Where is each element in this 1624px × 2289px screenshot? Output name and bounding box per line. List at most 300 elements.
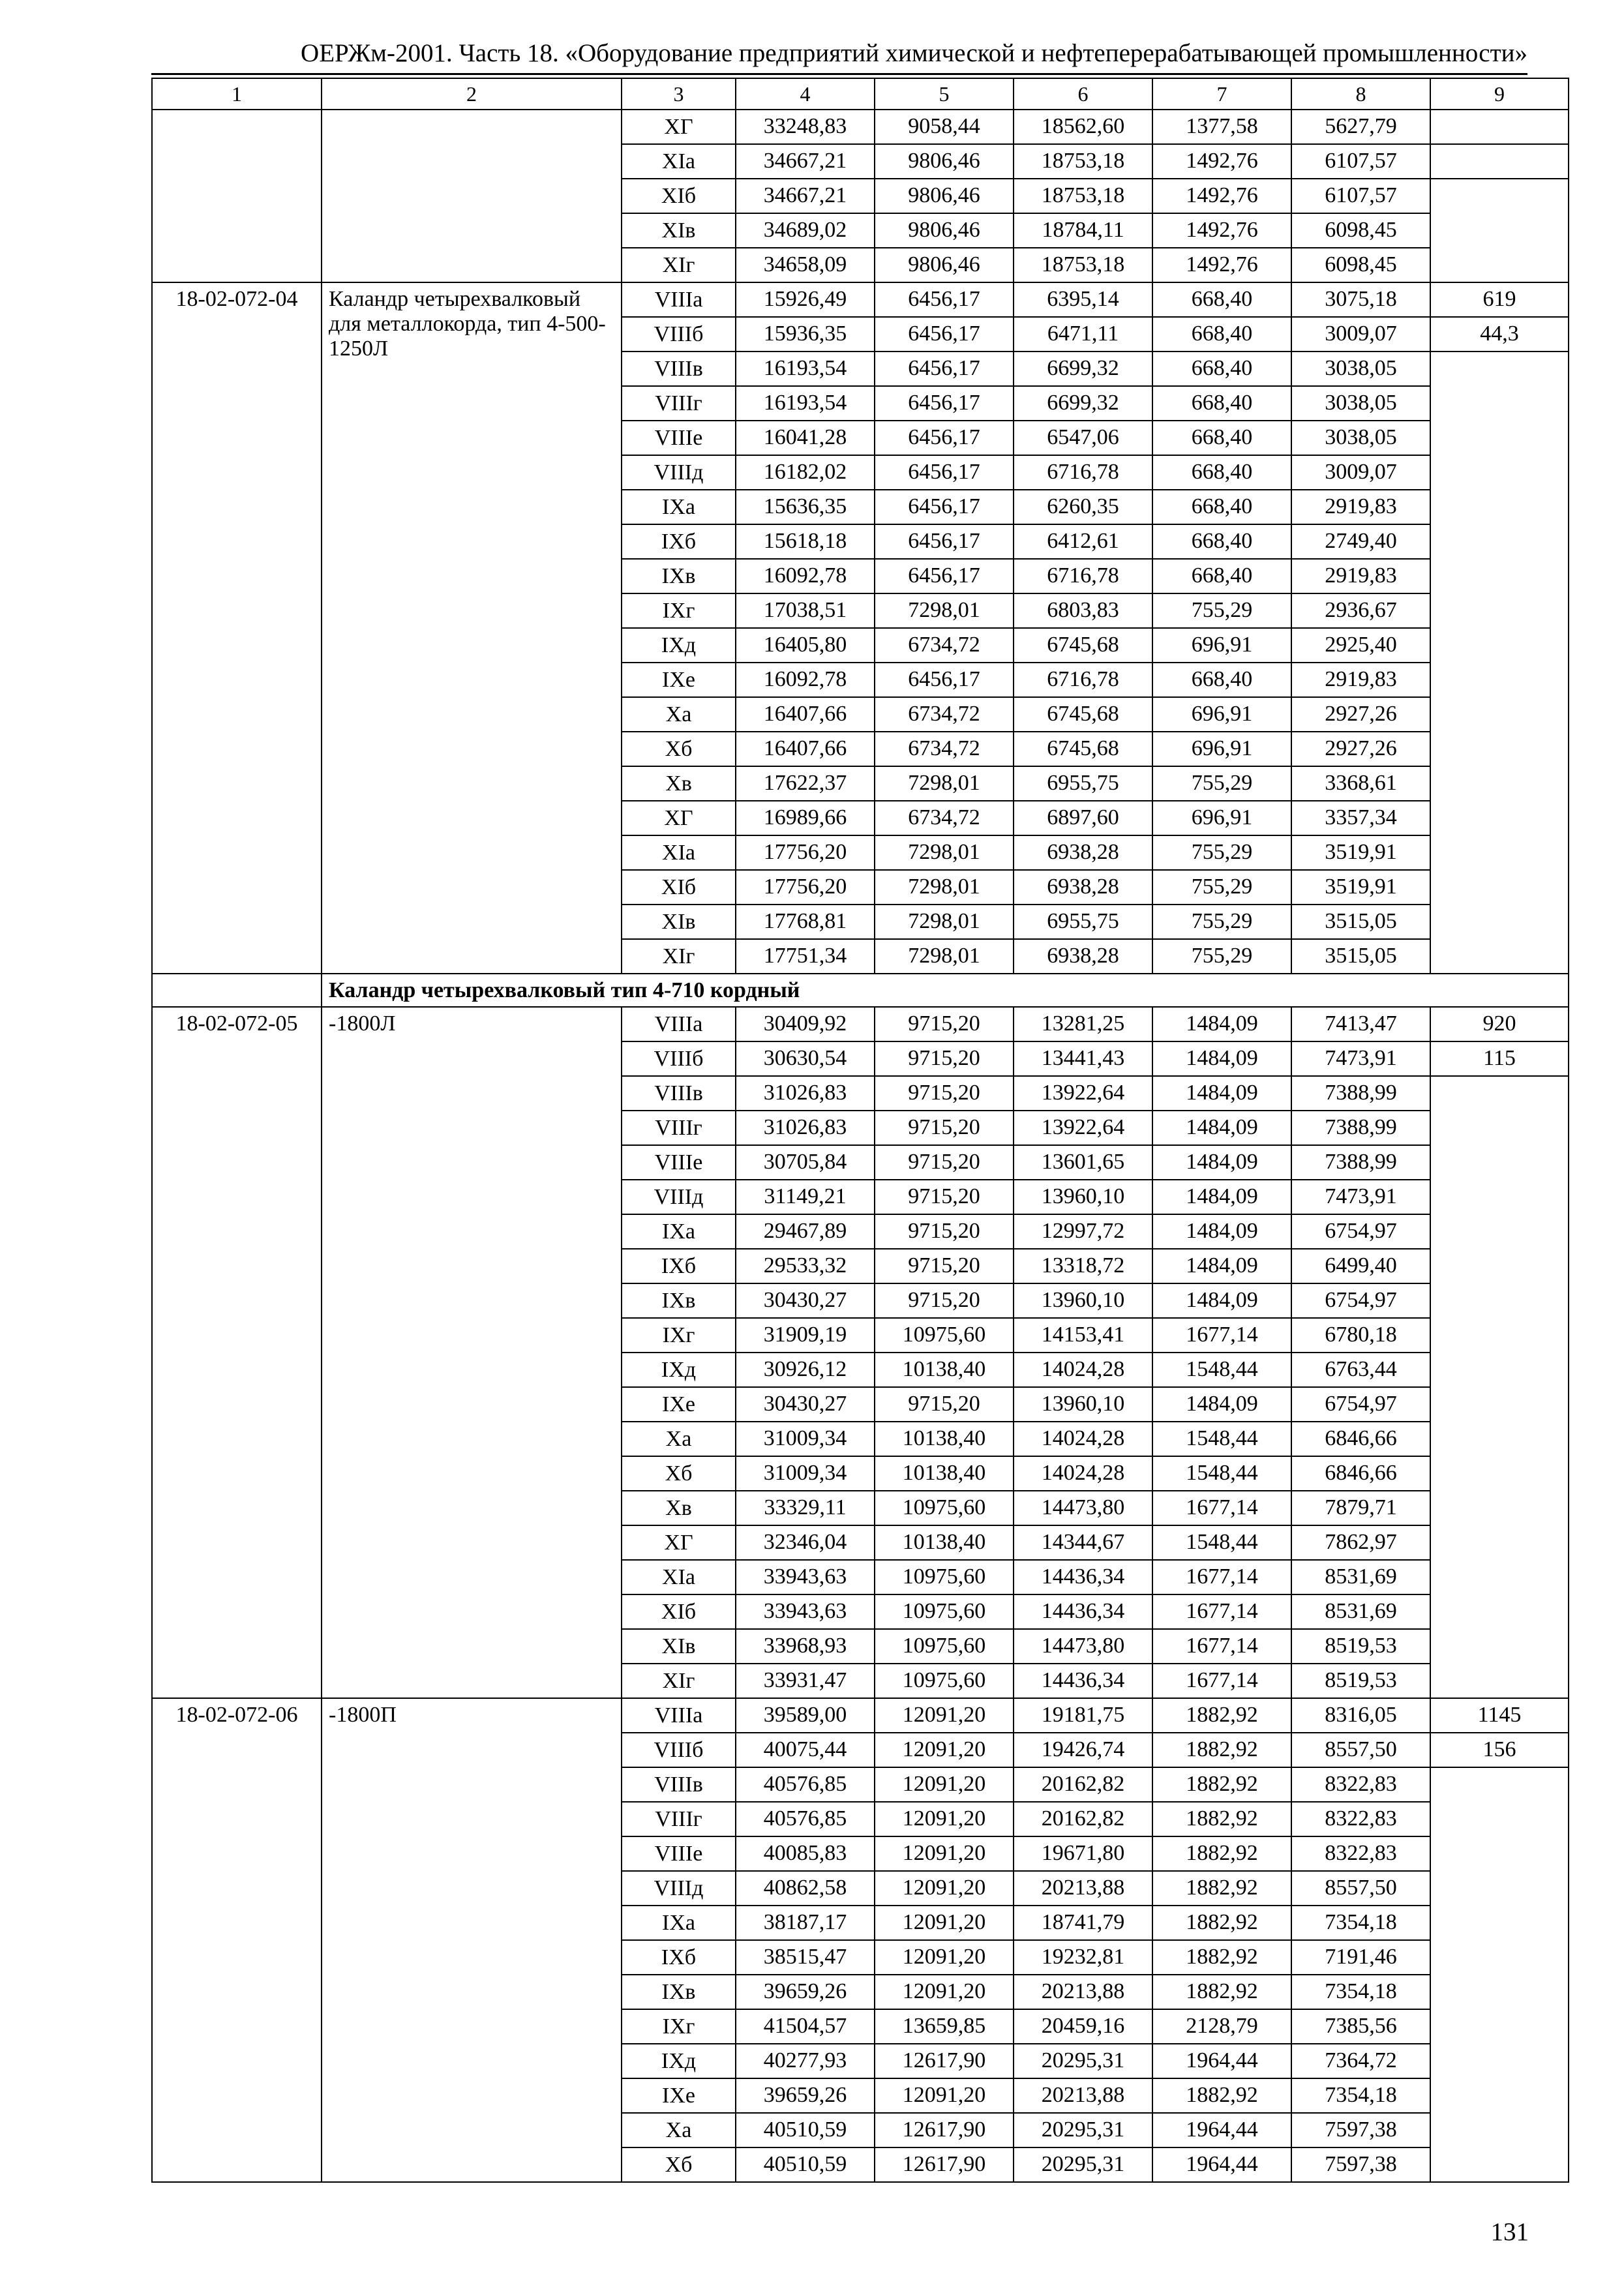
cost-value: 7354,18 (1291, 1906, 1430, 1940)
cost-value: 1677,14 (1152, 1594, 1291, 1629)
cost-value: 7473,91 (1291, 1041, 1430, 1076)
column-number: 3 (622, 78, 736, 110)
cost-value: 9715,20 (875, 1387, 1014, 1422)
cost-value: 1484,09 (1152, 1249, 1291, 1283)
cost-value: 20295,31 (1014, 2147, 1152, 2182)
cost-value: 8322,83 (1291, 1767, 1430, 1802)
cost-value: 6846,66 (1291, 1422, 1430, 1456)
cost-value: 20162,82 (1014, 1767, 1152, 1802)
region-code: Xб (622, 2147, 736, 2182)
cost-value: 14436,34 (1014, 1560, 1152, 1594)
cost-value: 6098,45 (1291, 248, 1430, 282)
region-code: IXв (622, 1283, 736, 1318)
cost-value: 6456,17 (875, 455, 1014, 490)
cost-value: 7862,97 (1291, 1525, 1430, 1560)
cost-value: 6456,17 (875, 524, 1014, 559)
cost-value: 2936,67 (1291, 593, 1430, 628)
cost-value: 6716,78 (1014, 663, 1152, 697)
cost-value: 1484,09 (1152, 1283, 1291, 1318)
cost-value: 20295,31 (1014, 2113, 1152, 2147)
cost-value: 1677,14 (1152, 1560, 1291, 1594)
cost-value: 13281,25 (1014, 1007, 1152, 1041)
region-code: XIв (622, 213, 736, 248)
cost-value: 668,40 (1152, 455, 1291, 490)
cost-value: 20295,31 (1014, 2044, 1152, 2078)
cost-value: 696,91 (1152, 801, 1291, 835)
cost-value: 15618,18 (736, 524, 875, 559)
mass-empty-cell (1430, 179, 1569, 282)
page-number: 131 (1490, 2218, 1529, 2246)
cost-value: 13318,72 (1014, 1249, 1152, 1283)
cost-value: 1484,09 (1152, 1214, 1291, 1249)
cost-value: 7354,18 (1291, 2078, 1430, 2113)
cost-value: 1377,58 (1152, 110, 1291, 144)
region-code: VIIIa (622, 1698, 736, 1733)
cost-value: 2919,83 (1291, 490, 1430, 524)
cost-value: 16182,02 (736, 455, 875, 490)
column-number: 1 (152, 78, 322, 110)
cost-value: 6955,75 (1014, 766, 1152, 801)
cost-value: 12091,20 (875, 1836, 1014, 1871)
cost-value: 20213,88 (1014, 1975, 1152, 2009)
cost-value: 9715,20 (875, 1214, 1014, 1249)
cost-value: 668,40 (1152, 317, 1291, 352)
cost-value: 6938,28 (1014, 939, 1152, 974)
section-spacer-cell (152, 974, 322, 1007)
cost-value: 1492,76 (1152, 179, 1291, 213)
region-code: VIIIб (622, 1041, 736, 1076)
cost-value: 6754,97 (1291, 1214, 1430, 1249)
cost-value: 1882,92 (1152, 1767, 1291, 1802)
cost-value: 7473,91 (1291, 1180, 1430, 1214)
cost-value: 6456,17 (875, 663, 1014, 697)
page-header: ОЕРЖм-2001. Часть 18. «Оборудование предприятий химической и нефтеперерабатывающей промышленности» (151, 37, 1527, 75)
cost-value: 5627,79 (1291, 110, 1430, 144)
cost-value: 10138,40 (875, 1422, 1014, 1456)
cost-value: 7298,01 (875, 939, 1014, 974)
cost-value: 696,91 (1152, 732, 1291, 766)
cost-value: 14436,34 (1014, 1664, 1152, 1698)
cost-value: 19426,74 (1014, 1733, 1152, 1767)
cost-value: 3515,05 (1291, 905, 1430, 939)
cost-value: 15636,35 (736, 490, 875, 524)
mass-value: 920 (1430, 1007, 1569, 1041)
cost-value: 1484,09 (1152, 1145, 1291, 1180)
cost-value: 1882,92 (1152, 1940, 1291, 1975)
cost-value: 9058,44 (875, 110, 1014, 144)
region-code: VIIIe (622, 421, 736, 455)
region-code: IXa (622, 1906, 736, 1940)
cost-value: 8557,50 (1291, 1871, 1430, 1906)
region-code: Xa (622, 2113, 736, 2147)
region-code: IXб (622, 524, 736, 559)
cost-value: 8519,53 (1291, 1664, 1430, 1698)
cost-value: 17756,20 (736, 835, 875, 870)
region-code: IXд (622, 1353, 736, 1387)
cost-value: 38515,47 (736, 1940, 875, 1975)
mass-value: 115 (1430, 1041, 1569, 1076)
cost-value: 10975,60 (875, 1560, 1014, 1594)
table-row (152, 110, 1569, 144)
cost-value: 7298,01 (875, 905, 1014, 939)
cost-value: 9715,20 (875, 1249, 1014, 1283)
column-number: 5 (875, 78, 1014, 110)
cost-value: 7191,46 (1291, 1940, 1430, 1975)
region-code: XГ (622, 110, 736, 144)
mass-value: 1145 (1430, 1698, 1569, 1733)
cost-value: 20213,88 (1014, 1871, 1152, 1906)
cost-value: 6547,06 (1014, 421, 1152, 455)
cost-value: 7597,38 (1291, 2147, 1430, 2182)
cost-value: 14024,28 (1014, 1456, 1152, 1491)
cost-value: 33931,47 (736, 1664, 875, 1698)
cost-value: 6754,97 (1291, 1283, 1430, 1318)
cost-value: 1964,44 (1152, 2044, 1291, 2078)
cost-value: 12617,90 (875, 2147, 1014, 2182)
cost-value: 30705,84 (736, 1145, 875, 1180)
region-code: VIIIв (622, 1767, 736, 1802)
cost-value: 12617,90 (875, 2044, 1014, 2078)
cost-value: 9715,20 (875, 1180, 1014, 1214)
cost-value: 8322,83 (1291, 1836, 1430, 1871)
region-code: VIIIa (622, 1007, 736, 1041)
cost-value: 2919,83 (1291, 559, 1430, 593)
cost-value: 18784,11 (1014, 213, 1152, 248)
cost-value: 34667,21 (736, 144, 875, 179)
cost-value: 18741,79 (1014, 1906, 1152, 1940)
cost-value: 33943,63 (736, 1560, 875, 1594)
cost-value: 6897,60 (1014, 801, 1152, 835)
cost-value: 6456,17 (875, 490, 1014, 524)
cost-value: 1484,09 (1152, 1041, 1291, 1076)
cost-value: 1964,44 (1152, 2147, 1291, 2182)
cost-value: 2919,83 (1291, 663, 1430, 697)
cost-value: 6734,72 (875, 732, 1014, 766)
cost-value: 34658,09 (736, 248, 875, 282)
cost-value: 10138,40 (875, 1525, 1014, 1560)
cost-value: 16193,54 (736, 352, 875, 386)
cost-value: 12091,20 (875, 1975, 1014, 2009)
cost-value: 38187,17 (736, 1906, 875, 1940)
cost-value: 31909,19 (736, 1318, 875, 1353)
cost-value: 16407,66 (736, 697, 875, 732)
cost-value: 14024,28 (1014, 1422, 1152, 1456)
cost-value: 19671,80 (1014, 1836, 1152, 1871)
cost-value: 668,40 (1152, 352, 1291, 386)
cost-value: 6803,83 (1014, 593, 1152, 628)
cost-value: 30926,12 (736, 1353, 875, 1387)
cost-value: 6107,57 (1291, 179, 1430, 213)
cost-value: 41504,57 (736, 2009, 875, 2044)
cost-value: 18753,18 (1014, 179, 1152, 213)
resource-code: 18-02-072-06 (152, 1698, 322, 2182)
cost-value: 31009,34 (736, 1422, 875, 1456)
cost-value: 33329,11 (736, 1491, 875, 1525)
region-code: XIб (622, 870, 736, 905)
cost-value: 6456,17 (875, 421, 1014, 455)
column-number: 4 (736, 78, 875, 110)
cost-value: 33968,93 (736, 1629, 875, 1664)
region-code: VIIIд (622, 1180, 736, 1214)
cost-value: 12091,20 (875, 1906, 1014, 1940)
region-code: VIIIв (622, 352, 736, 386)
cost-value: 8531,69 (1291, 1560, 1430, 1594)
cost-value: 9715,20 (875, 1076, 1014, 1111)
cost-value: 14436,34 (1014, 1594, 1152, 1629)
cost-value: 9806,46 (875, 213, 1014, 248)
region-code: Xв (622, 766, 736, 801)
cost-value: 8316,05 (1291, 1698, 1430, 1733)
region-code: VIIIe (622, 1836, 736, 1871)
cost-value: 3038,05 (1291, 352, 1430, 386)
cost-value: 30630,54 (736, 1041, 875, 1076)
cost-value: 755,29 (1152, 939, 1291, 974)
cost-value: 3075,18 (1291, 282, 1430, 317)
region-code: Xб (622, 732, 736, 766)
cost-value: 1548,44 (1152, 1456, 1291, 1491)
cost-value: 755,29 (1152, 905, 1291, 939)
region-code: IXe (622, 2078, 736, 2113)
cost-value: 40510,59 (736, 2147, 875, 2182)
cost-value: 1492,76 (1152, 213, 1291, 248)
region-code: IXa (622, 490, 736, 524)
cost-value: 13659,85 (875, 2009, 1014, 2044)
cost-value: 755,29 (1152, 870, 1291, 905)
cost-value: 6499,40 (1291, 1249, 1430, 1283)
cost-value: 29533,32 (736, 1249, 875, 1283)
cost-value: 10975,60 (875, 1491, 1014, 1525)
region-code: Xa (622, 697, 736, 732)
region-code: IXв (622, 559, 736, 593)
cost-value: 18753,18 (1014, 248, 1152, 282)
cost-value: 17756,20 (736, 870, 875, 905)
cost-value: 20459,16 (1014, 2009, 1152, 2044)
region-code: XIг (622, 1664, 736, 1698)
resource-code: 18-02-072-04 (152, 282, 322, 974)
cost-value: 7298,01 (875, 835, 1014, 870)
region-code: VIIIд (622, 455, 736, 490)
cost-value: 2927,26 (1291, 732, 1430, 766)
cost-value: 17751,34 (736, 939, 875, 974)
region-code: XIб (622, 179, 736, 213)
cost-value: 13922,64 (1014, 1076, 1152, 1111)
cost-value: 19181,75 (1014, 1698, 1152, 1733)
cost-value: 1882,92 (1152, 1906, 1291, 1940)
cost-value: 15936,35 (736, 317, 875, 352)
cost-value: 14024,28 (1014, 1353, 1152, 1387)
cost-value: 1882,92 (1152, 1975, 1291, 2009)
cost-value: 3368,61 (1291, 766, 1430, 801)
cost-value: 12091,20 (875, 1802, 1014, 1836)
cost-value: 6098,45 (1291, 213, 1430, 248)
cost-value: 7298,01 (875, 593, 1014, 628)
cost-value: 1882,92 (1152, 1802, 1291, 1836)
cost-value: 1484,09 (1152, 1076, 1291, 1111)
column-number: 7 (1152, 78, 1291, 110)
cost-value: 14153,41 (1014, 1318, 1152, 1353)
cost-value: 696,91 (1152, 628, 1291, 663)
cost-value: 1484,09 (1152, 1007, 1291, 1041)
cost-value: 668,40 (1152, 663, 1291, 697)
rates-table (151, 78, 1569, 2183)
mass-value: 44,3 (1430, 317, 1569, 352)
cost-value: 6699,32 (1014, 352, 1152, 386)
table-row (152, 1007, 1569, 1041)
equipment-name: Каландр четырехвалковый для металлокорда, тип 4-500-1250Л (322, 282, 622, 974)
cost-value: 15926,49 (736, 282, 875, 317)
cost-value: 3519,91 (1291, 835, 1430, 870)
region-code: XIв (622, 1629, 736, 1664)
cost-value: 19232,81 (1014, 1940, 1152, 1975)
cost-value: 755,29 (1152, 593, 1291, 628)
cost-value: 1882,92 (1152, 1698, 1291, 1733)
cost-value: 40576,85 (736, 1802, 875, 1836)
cost-value: 7388,99 (1291, 1145, 1430, 1180)
region-code: IXб (622, 1940, 736, 1975)
cost-value: 9806,46 (875, 179, 1014, 213)
cost-value: 6780,18 (1291, 1318, 1430, 1353)
column-number: 2 (322, 78, 622, 110)
cost-value: 10975,60 (875, 1629, 1014, 1664)
cost-value: 31026,83 (736, 1076, 875, 1111)
cost-value: 1882,92 (1152, 2078, 1291, 2113)
column-number: 9 (1430, 78, 1569, 110)
cost-value: 6734,72 (875, 628, 1014, 663)
equipment-name (322, 110, 622, 282)
region-code: Xб (622, 1456, 736, 1491)
cost-value: 1677,14 (1152, 1664, 1291, 1698)
cost-value: 10138,40 (875, 1353, 1014, 1387)
cost-value: 2925,40 (1291, 628, 1430, 663)
cost-value: 1882,92 (1152, 1733, 1291, 1767)
cost-value: 17622,37 (736, 766, 875, 801)
cost-value: 10138,40 (875, 1456, 1014, 1491)
cost-value: 6456,17 (875, 559, 1014, 593)
region-code: VIIIд (622, 1871, 736, 1906)
region-code: IXд (622, 2044, 736, 2078)
cost-value: 7413,47 (1291, 1007, 1430, 1041)
cost-value: 6456,17 (875, 386, 1014, 421)
cost-value: 3038,05 (1291, 421, 1430, 455)
cost-value: 33248,83 (736, 110, 875, 144)
cost-value: 13441,43 (1014, 1041, 1152, 1076)
region-code: XГ (622, 801, 736, 835)
cost-value: 1882,92 (1152, 1871, 1291, 1906)
cost-value: 33943,63 (736, 1594, 875, 1629)
cost-value: 3009,07 (1291, 455, 1430, 490)
cost-value: 13960,10 (1014, 1283, 1152, 1318)
cost-value: 39659,26 (736, 1975, 875, 2009)
cost-value: 2128,79 (1152, 2009, 1291, 2044)
cost-value: 1548,44 (1152, 1353, 1291, 1387)
cost-value: 31149,21 (736, 1180, 875, 1214)
region-code: VIIIб (622, 317, 736, 352)
cost-value: 40075,44 (736, 1733, 875, 1767)
cost-value: 12091,20 (875, 2078, 1014, 2113)
cost-value: 6412,61 (1014, 524, 1152, 559)
cost-value: 16092,78 (736, 663, 875, 697)
region-code: IXг (622, 2009, 736, 2044)
cost-value: 6716,78 (1014, 455, 1152, 490)
cost-value: 6734,72 (875, 697, 1014, 732)
region-code: XIг (622, 939, 736, 974)
region-code: VIIIб (622, 1733, 736, 1767)
cost-value: 10975,60 (875, 1664, 1014, 1698)
cost-value: 10975,60 (875, 1594, 1014, 1629)
cost-value: 3519,91 (1291, 870, 1430, 905)
cost-value: 6260,35 (1014, 490, 1152, 524)
cost-value: 668,40 (1152, 490, 1291, 524)
region-code: XIг (622, 248, 736, 282)
mass-empty-cell (1430, 1767, 1569, 2182)
cost-value: 18753,18 (1014, 144, 1152, 179)
cost-value: 6938,28 (1014, 870, 1152, 905)
cost-value: 13922,64 (1014, 1111, 1152, 1145)
cost-value: 6745,68 (1014, 628, 1152, 663)
cost-value: 10975,60 (875, 1318, 1014, 1353)
region-code: VIIIa (622, 282, 736, 317)
column-number: 8 (1291, 78, 1430, 110)
cost-value: 20213,88 (1014, 2078, 1152, 2113)
mass-empty-cell (1430, 352, 1569, 974)
region-code: VIIIг (622, 1111, 736, 1145)
cost-value: 668,40 (1152, 559, 1291, 593)
cost-value: 14473,80 (1014, 1491, 1152, 1525)
cost-value: 7354,18 (1291, 1975, 1430, 2009)
cost-value: 30409,92 (736, 1007, 875, 1041)
mass-value: 156 (1430, 1733, 1569, 1767)
cost-value: 17768,81 (736, 905, 875, 939)
cost-value: 755,29 (1152, 835, 1291, 870)
cost-value: 12997,72 (1014, 1214, 1152, 1249)
cost-value: 12091,20 (875, 1871, 1014, 1906)
cost-value: 6734,72 (875, 801, 1014, 835)
cost-value: 40510,59 (736, 2113, 875, 2147)
cost-value: 9806,46 (875, 248, 1014, 282)
cost-value: 1484,09 (1152, 1111, 1291, 1145)
cost-value: 6395,14 (1014, 282, 1152, 317)
region-code: IXб (622, 1249, 736, 1283)
region-code: XГ (622, 1525, 736, 1560)
resource-code: 18-02-072-05 (152, 1007, 322, 1698)
cost-value: 31026,83 (736, 1111, 875, 1145)
column-number: 6 (1014, 78, 1152, 110)
region-code: IXe (622, 663, 736, 697)
region-code: XIв (622, 905, 736, 939)
cost-value: 14473,80 (1014, 1629, 1152, 1664)
cost-value: 8557,50 (1291, 1733, 1430, 1767)
cost-value: 13960,10 (1014, 1180, 1152, 1214)
region-code: Xв (622, 1491, 736, 1525)
cost-value: 1484,09 (1152, 1387, 1291, 1422)
region-code: IXг (622, 593, 736, 628)
cost-value: 40862,58 (736, 1871, 875, 1906)
cost-value: 16041,28 (736, 421, 875, 455)
cost-value: 6938,28 (1014, 835, 1152, 870)
cost-value: 8519,53 (1291, 1629, 1430, 1664)
cost-value: 6846,66 (1291, 1456, 1430, 1491)
cost-value: 3515,05 (1291, 939, 1430, 974)
cost-value: 755,29 (1152, 766, 1291, 801)
region-code: IXд (622, 628, 736, 663)
cost-value: 16405,80 (736, 628, 875, 663)
cost-value: 3038,05 (1291, 386, 1430, 421)
equipment-name: -1800П (322, 1698, 622, 2182)
cost-value: 9715,20 (875, 1283, 1014, 1318)
region-code: IXe (622, 1387, 736, 1422)
cost-value: 1492,76 (1152, 144, 1291, 179)
cost-value: 6471,11 (1014, 317, 1152, 352)
